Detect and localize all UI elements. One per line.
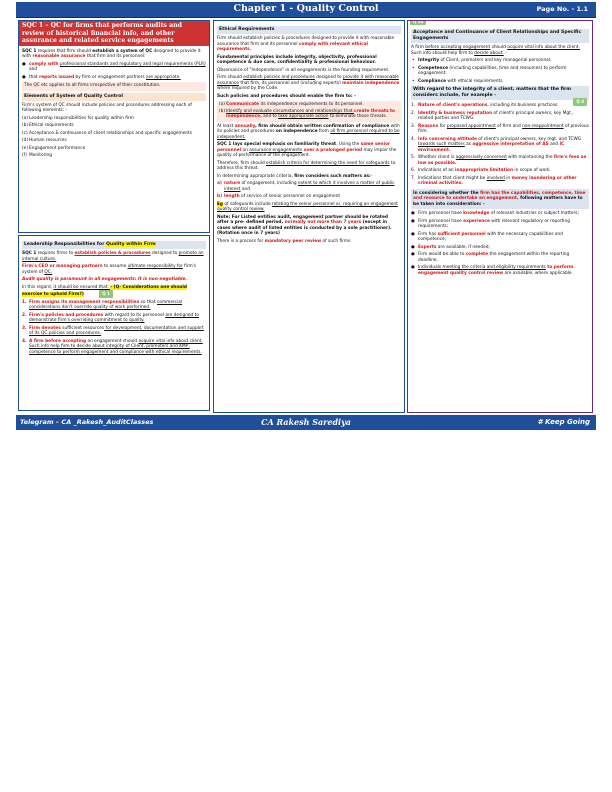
item-number: 2. — [411, 110, 416, 116]
q1-tag: Q 1 — [99, 290, 113, 298]
item-emphasis: Firm assigns its management responsibilities — [29, 299, 140, 305]
elements-intro: Firm's system of QC should include policies and procedures addressing each of following elements: - — [22, 102, 192, 114]
item-text: of firm and — [495, 123, 523, 129]
applies-note: The QC etc applies to all firms irrespective of their constitution. — [22, 82, 206, 91]
item-emphasis: Experts — [418, 244, 437, 250]
item-number: (a) — [22, 115, 28, 121]
item-text: the engagement within the reporting deadline. — [418, 252, 570, 263]
item-text: Firm personnel have — [418, 211, 464, 216]
item-number: 1. — [22, 299, 27, 305]
item-text: involved — [486, 175, 505, 181]
sqc1-bullets — [22, 62, 206, 81]
ethical-header: Ethical Requirements — [217, 26, 401, 34]
consider-item — [411, 245, 589, 251]
leadership-list — [22, 300, 206, 356]
item-text: and — [240, 186, 250, 192]
item-text: non-reappointment — [522, 123, 564, 129]
item-text: are available, if needed; — [436, 244, 490, 250]
page — [16, 2, 596, 430]
integrity-item — [411, 168, 589, 174]
item-text: proposed appointment — [446, 123, 496, 129]
ethical-p5: Such policies and procedures should enable the firm to: - — [217, 93, 356, 99]
matter-item — [217, 181, 401, 192]
matter-item — [217, 194, 401, 200]
item-number: b) — [217, 194, 223, 199]
decide-item — [411, 79, 589, 85]
column-2 — [213, 20, 405, 413]
item-text: of engagement, including — [240, 181, 298, 186]
leadership-item — [22, 339, 206, 356]
item-text: sufficient resources — [62, 325, 105, 331]
ethical-p2: Fundamental principles include integrity, objectivity, professional competence & due care, confidentiality & professional behaviour. — [217, 54, 377, 65]
item-text: towards such matters — [418, 142, 465, 147]
item-text: IC environment. — [418, 142, 565, 153]
enable-list — [219, 102, 399, 120]
item-number: 3. — [22, 325, 27, 331]
sqc1-intro: SQC 1 requires that firm should establish a system of QC designed to provide it with reasonable assurance that firm and its personnel: — [22, 48, 201, 60]
item-emphasis: knowledge — [463, 211, 490, 216]
item-text: and — [548, 142, 560, 147]
item-text: of client's principal owners, key mgt. and TCWG — [476, 136, 582, 142]
sqc1-box — [18, 20, 210, 233]
decide-item — [411, 66, 589, 77]
integrity-item — [411, 155, 589, 166]
ethical-p12: There is a process for mandatory peer review of such firms. — [217, 238, 352, 244]
item-text: , including its business practices. — [487, 103, 559, 108]
item-text: acquire vital info about client. Such info help firm to decide about integrity of Client, promoters and KMP, competence to perform engagement and compliance with ethical requirements. — [29, 338, 203, 355]
item-emphasis: complete — [465, 252, 489, 257]
integrity-item — [411, 111, 589, 122]
item-number: 1. — [411, 103, 416, 108]
item-emphasis: Firm's policies and procedures — [29, 312, 104, 318]
item-text: of client's principal owners, key Mgt., related parties and TCWG. — [418, 110, 574, 121]
consider-item — [411, 211, 589, 217]
element-item — [22, 131, 206, 137]
item-text: as — [464, 142, 473, 147]
item-text: to eliminate those threats. — [328, 114, 387, 119]
item-text: Indications that client might be — [418, 175, 487, 181]
item-number: 2. — [22, 312, 27, 318]
item-text: for development, documentation and support of its QC policies and procedures. — [29, 325, 204, 336]
item-text: Acceptance & continuance of client relationships and specific engagements — [29, 130, 193, 136]
q14-tag: Q 14 — [410, 20, 426, 25]
item-text: Info concerning attitude — [418, 136, 477, 142]
item-emphasis: experience — [463, 218, 490, 224]
item-text: of relevant industries or subject matters; — [489, 211, 579, 216]
item-text: Communicate — [226, 102, 260, 107]
item-number: (b) — [22, 123, 29, 129]
item-text: with relevant regulatory or reporting requirements; — [418, 218, 570, 229]
acceptance-header: Acceptance and Continuance of Client Relationships and Specific Engagements — [411, 29, 589, 43]
decide-item — [411, 58, 589, 64]
matters-list — [217, 181, 401, 200]
item-number: (c) — [22, 130, 28, 136]
element-item — [22, 146, 206, 152]
ethical-p10: Eg of safeguards include rotating the senior personnel or, requiring an engagement quality control review. — [217, 201, 398, 212]
ethical-p8: Therefore, firm should establish criteria for determining the need for safeguards to address this threat. — [217, 160, 396, 171]
leadership-p2: Firm's CEO or managing partners to assume ultimate responsibility for firm's system of QC. — [22, 264, 197, 275]
item-text: with ethical requirements. — [446, 78, 504, 84]
item-text: Identity & business reputation — [418, 110, 493, 116]
item-text: create threats to independence, — [226, 108, 396, 119]
item-text: money laundering or other criminal activities. — [418, 175, 577, 186]
item-text: in — [504, 175, 512, 181]
ethical-p4: Firm should establish policies and procedures designed to provide it with reasonable assurance that firm, its personnel and (including experts) maintain independence where required by the Code. — [217, 75, 400, 91]
item-number: 3. — [411, 123, 416, 129]
acceptance-p1: A firm before accepting engagement should acquire vital info about the client. Such info should help firm to decide about: - — [411, 45, 580, 56]
item-text: with maintaining the — [506, 155, 554, 160]
enable-item — [219, 109, 399, 120]
leadership-item — [22, 313, 206, 324]
consider-item — [411, 219, 589, 230]
sqc1-banner: SQC 1 – QC for firms that performs audits and review of historical financial info, and other assurance and related service engagements — [19, 21, 209, 46]
item-text: are designed to demonstrate firm's overriding commitment to quality. — [29, 312, 199, 323]
item-emphasis: to perform engagement quality control review — [418, 265, 574, 276]
item-number: 4. — [411, 136, 416, 142]
item-text: Indications of an — [418, 168, 455, 173]
item-number: (f) — [22, 153, 27, 159]
item-text: Firm has — [418, 231, 438, 237]
element-item — [22, 153, 206, 159]
integrity-header: With regard to the integrity of a client, matters that the firm considers include, for example - Q 4 — [411, 86, 589, 100]
leadership-p1: SQC 1 requires firms to establish policies & procedures designed to promote an internal culture. — [22, 251, 204, 262]
enable-box — [217, 101, 401, 122]
item-text: Ethical requirements — [29, 123, 74, 129]
element-item — [22, 123, 206, 129]
elements-list — [22, 116, 206, 159]
item-text: its independence requirements to its personnel. — [259, 102, 364, 107]
integrity-item — [411, 124, 589, 135]
item-text: Reasons — [418, 123, 439, 129]
leadership-header: Leadership Responsibilities for Quality within Firm — [22, 241, 206, 249]
page-footer — [16, 415, 596, 430]
ethical-p6: At least annually, firm should obtain written confirmation of compliance with its policies and procedures on independence from all firm personnel required to be independent. — [217, 123, 400, 140]
telegram-handle: Telegram – CA _Rakesh_AuditClasses — [20, 418, 154, 426]
enable-item — [219, 102, 399, 108]
item-number: (b) — [219, 108, 226, 114]
item-emphasis: A firm before accepting — [29, 338, 87, 344]
item-text: (including capabilities, time and resources) to perform engagement. — [418, 65, 567, 76]
leadership-p4: In this regard, it should be ensured that: - (Q- Considerations one should exercise to uphold Firm?) Q 1 — [22, 284, 187, 297]
column-1 — [18, 20, 210, 413]
item-text: with the necessary capabilities and competence; — [418, 231, 563, 242]
leadership-p3: Audit quality is paramount in all engagements: It is non-negotiable. — [22, 277, 188, 282]
elements-header: Elements of System of Quality Control — [22, 93, 206, 101]
item-text: of previous firm. — [418, 123, 589, 134]
item-text: Leadership responsibilities for quality within firm — [29, 115, 134, 121]
item-number: 5. — [411, 155, 416, 160]
leadership-item — [22, 326, 206, 337]
consider-header: In considering whether the firm has the capabilities, competence, time and resource to undertake an engagement, following matters have to be taken into consideration: - — [411, 189, 589, 210]
ethical-p1: Firm should establish policies & procedures designed to provide it with reasonable assurance that firm and its personnel comply with relevant ethical requirements. — [217, 36, 395, 52]
item-emphasis: sufficient personnel — [437, 231, 486, 237]
item-number: a) — [217, 181, 222, 186]
item-text: so that — [139, 299, 157, 305]
item-text: an engagement should — [86, 338, 139, 344]
element-item — [22, 116, 206, 122]
decide-list — [411, 58, 589, 84]
q4-tag: Q 4 — [573, 98, 587, 106]
item-emphasis: Integrity — [418, 58, 440, 63]
consider-item — [411, 252, 589, 263]
item-text: aggressive interpretation of AS — [472, 142, 549, 147]
item-text: Monitoring — [29, 153, 52, 159]
ethical-p7: SQC 1 lays special emphasis on familiarity threat. Using the same senior personnel on assurance engagements over a prolonged period may impair the quality of performance of the engagement. — [217, 142, 397, 158]
footer-motto: # Keep Going — [537, 418, 590, 426]
item-emphasis: length — [224, 194, 240, 199]
item-text: Identify and evaluate circumstances and relationships that — [226, 108, 354, 114]
integrity-item — [411, 103, 589, 109]
integrity-item — [411, 137, 589, 154]
ethical-p3: Observance of "Independence" in all engagements is the founding requirement. — [217, 67, 390, 73]
author-name: CA Rakesh Sarediya — [261, 417, 351, 427]
item-text: firm's fees as low as possible. — [418, 155, 587, 166]
item-text: of Client, promoters and key managerial personnel, — [439, 58, 552, 63]
consider-item — [411, 265, 589, 276]
list-item: ● that reports issued by firm or engagement partners are appropriate. — [22, 75, 206, 81]
item-number: (a) — [219, 102, 225, 107]
item-emphasis: Compliance — [418, 78, 447, 84]
item-text: take appropriate action — [278, 114, 329, 119]
item-text: commercial considerations don't override quality of work performed. — [29, 299, 183, 310]
ethical-p9: In determining appropriate criteria, firm considers such matters as:- — [217, 173, 373, 179]
item-text: Human resources — [29, 138, 67, 144]
item-emphasis: Competence — [418, 65, 449, 71]
item-text: and to — [261, 114, 279, 119]
item-text: Engagement performance — [29, 145, 86, 151]
chapter-title: Chapter 1 - Quality Control — [233, 3, 379, 14]
page-number: Page No. - 1.1 — [536, 5, 588, 13]
item-emphasis: Firm devotes — [29, 325, 63, 331]
item-text: Individuals meeting the criteria and eligibility requirements — [418, 265, 546, 270]
item-number: 7. — [411, 175, 416, 181]
element-item — [22, 138, 206, 144]
item-text: are available, where applicable. — [503, 270, 573, 276]
item-text: Nature of client's operations — [418, 103, 488, 108]
item-text: Whether client is — [418, 155, 456, 160]
item-text: for — [438, 123, 447, 129]
item-number: 6. — [411, 168, 416, 173]
item-text: Firm would be able to — [418, 252, 466, 257]
list-item: ● comply with professional standards and regulatory and legal requirements (PLR) and — [22, 62, 206, 73]
item-number: 4. — [22, 338, 27, 344]
integrity-item — [411, 176, 589, 187]
column-3 — [407, 20, 593, 413]
consider-list — [411, 211, 589, 276]
integrity-list — [411, 103, 589, 187]
item-text: extent to which it involves a matter of public interest — [224, 181, 395, 192]
item-emphasis: nature — [224, 181, 241, 186]
consider-item — [411, 232, 589, 243]
item-number: (e) — [22, 145, 28, 151]
item-text: with regard to its personnel — [103, 312, 166, 318]
item-number: (d) — [22, 138, 29, 144]
leadership-box — [18, 235, 210, 411]
item-text: of service of senior personnel on engagement — [239, 194, 341, 199]
item-text: Firm personnel have — [418, 218, 464, 224]
item-text: in scope of work. — [513, 168, 551, 173]
item-text: inappropriate limitation — [454, 168, 514, 173]
page-header — [16, 2, 596, 18]
item-text: aggressively concerned — [455, 155, 507, 160]
leadership-item — [22, 300, 206, 311]
ethical-p11: Note: For Listed entities audit, engagement partner should be rotated after a pre- defined period, normally not more than 7 years (except in cases where audit of listed entities is conducted by a sole practitioner). (Rotation once in 7 years) — [217, 214, 392, 236]
